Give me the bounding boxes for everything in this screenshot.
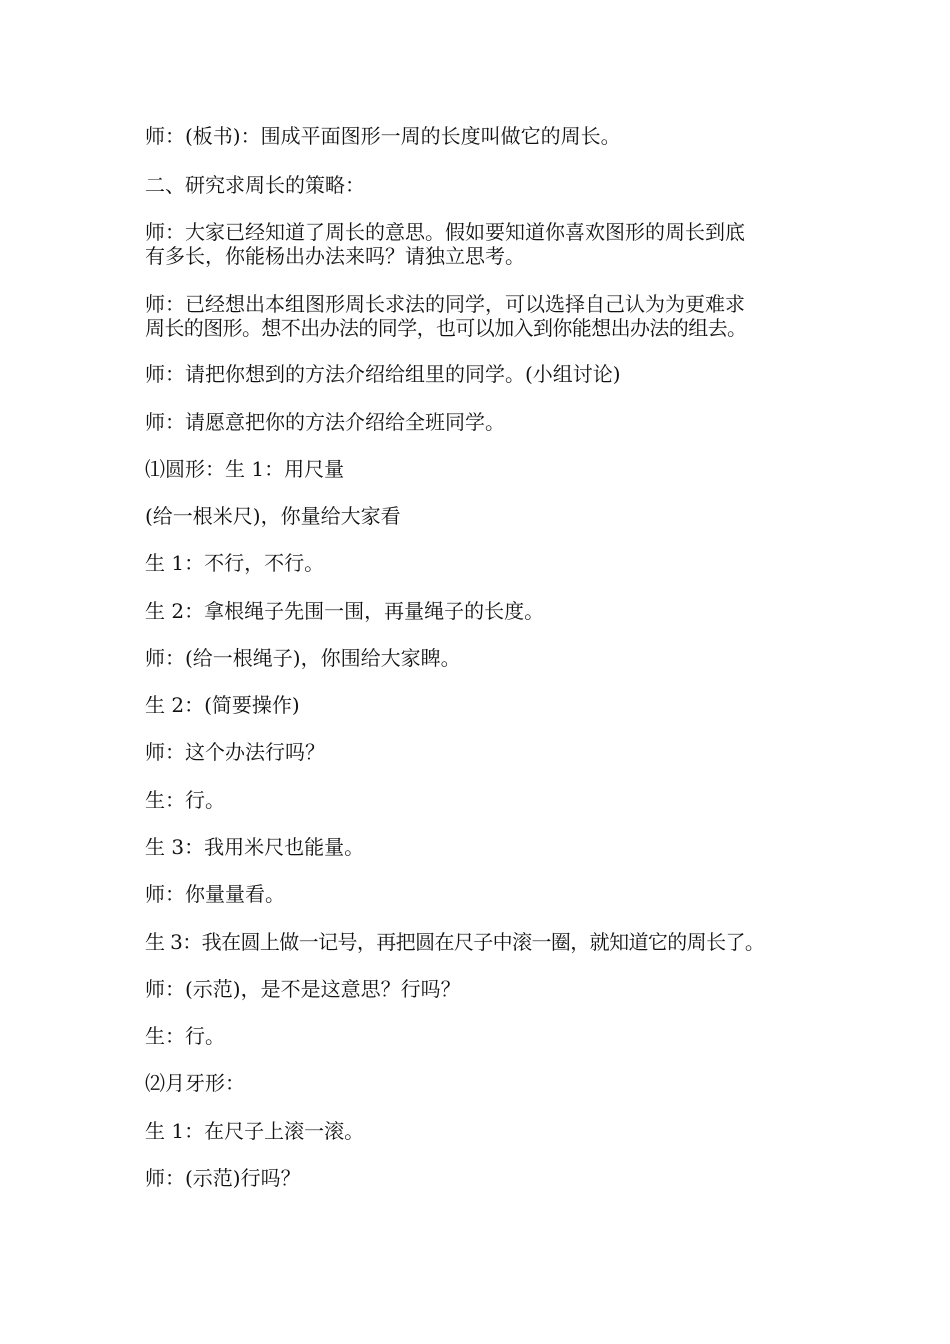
text-line: 生 1：在尺子上滚一滚。 bbox=[145, 1119, 365, 1143]
paragraph bbox=[145, 977, 835, 1001]
text-line: 生 2：拿根绳子先围一围，再量绳子的长度。 bbox=[145, 599, 545, 623]
paragraph bbox=[145, 220, 835, 268]
paragraph bbox=[145, 292, 835, 340]
paragraph bbox=[145, 788, 835, 812]
text-line: 师：(给一根绳子)，你围给大家睥。 bbox=[145, 646, 461, 670]
text-line: ⑴圆形：生 1：用尺量 bbox=[145, 457, 345, 481]
text-line: 师：(示范)，是不是这意思？行吗？ bbox=[145, 977, 461, 1001]
text-line: 师：你量量看。 bbox=[145, 882, 285, 906]
text-line: 有多长，你能杨出办法来吗？请独立思考。 bbox=[145, 244, 525, 268]
paragraph bbox=[145, 410, 835, 434]
text-line: 师：请把你想到的方法介绍给组里的同学。(小组讨论) bbox=[145, 362, 621, 386]
paragraph bbox=[145, 882, 835, 906]
paragraph bbox=[145, 740, 835, 764]
paragraph bbox=[145, 693, 835, 717]
text-line: (给一根米尺)，你量给大家看 bbox=[145, 504, 401, 528]
text-line: 师：(示范)行吗？ bbox=[145, 1166, 301, 1190]
paragraph bbox=[145, 1119, 835, 1143]
paragraph bbox=[145, 646, 835, 670]
paragraph bbox=[145, 1166, 835, 1190]
text-line: 师：请愿意把你的方法介绍给全班同学。 bbox=[145, 410, 505, 434]
paragraph bbox=[145, 124, 835, 148]
paragraph bbox=[145, 362, 835, 386]
paragraph bbox=[145, 504, 835, 528]
text-line: 师：大家已经知道了周长的意思。假如要知道你喜欢图形的周长到底 bbox=[145, 220, 745, 244]
text-line: 生 3：我用米尺也能量。 bbox=[145, 835, 365, 859]
text-line: 师：(板书)：围成平面图形一周的长度叫做它的周长。 bbox=[145, 124, 621, 148]
text-line: 师：这个办法行吗？ bbox=[145, 740, 325, 764]
text-line: 二、研究求周长的策略： bbox=[145, 173, 365, 197]
text-line: 生：行。 bbox=[145, 1024, 225, 1048]
text-line: 生 2：(简要操作) bbox=[145, 693, 300, 717]
text-line: 生 3：我在圆上做一记号，再把圆在尺子中滚一圈，就知道它的周长了。 bbox=[145, 930, 765, 954]
paragraph bbox=[145, 1071, 835, 1095]
paragraph bbox=[145, 599, 835, 623]
text-line: 周长的图形。想不出办法的同学，也可以加入到你能想出办法的组去。 bbox=[145, 316, 747, 340]
paragraph bbox=[145, 930, 835, 954]
paragraph bbox=[145, 551, 835, 575]
section-heading bbox=[145, 173, 835, 197]
text-line: 生 1：不行，不行。 bbox=[145, 551, 325, 575]
paragraph bbox=[145, 835, 835, 859]
paragraph bbox=[145, 457, 835, 481]
text-line: 师：已经想出本组图形周长求法的同学，可以选择自己认为为更难求 bbox=[145, 292, 745, 316]
paragraph bbox=[145, 1024, 835, 1048]
text-line: ⑵月牙形： bbox=[145, 1071, 245, 1095]
text-line: 生：行。 bbox=[145, 788, 225, 812]
